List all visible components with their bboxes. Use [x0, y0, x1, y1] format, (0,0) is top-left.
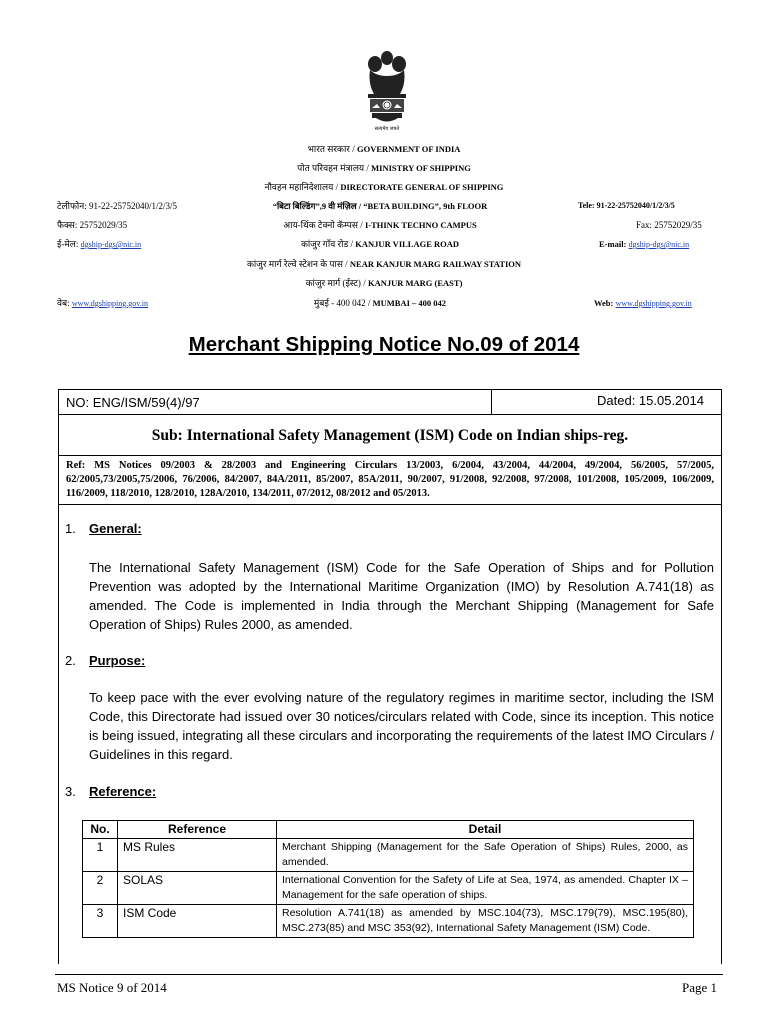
table-row [83, 872, 694, 905]
column-header-no: No. [83, 821, 118, 839]
section-number: 3. [65, 784, 76, 799]
web-link-right[interactable]: www.dgshipping.gov.in [615, 299, 692, 308]
row-detail: Resolution A.741(18) as amended by MSC.104(73), MSC.179(79), MSC.195(80), MSC.273(85) and MSC 353(92), International Safety Management (ISM) Code. [277, 905, 694, 938]
header-village-road: कांजुर गाँव रोड / KANJUR VILLAGE ROAD [300, 239, 460, 249]
header-building: “बिटा बिल्डिंग”,9 वी मंज़िल / “BETA BUILDING”, 9th FLOOR [272, 201, 488, 211]
left-border [58, 504, 59, 964]
row-number: 1 [83, 839, 118, 872]
header-phone-english: Tele: 91-22-25752040/1/2/3/5 [578, 201, 675, 210]
email-link-left[interactable]: dgship-dgs@nic.in [80, 240, 142, 249]
header-railway-station: कांजुर मार्ग रेल्वे स्टेशन के पास / NEAR KANJUR MARG RAILWAY STATION [246, 259, 522, 269]
footer-rule [55, 974, 723, 975]
header-ministry: पोत परिवहन मंत्रालय / MINISTRY OF SHIPPING [297, 163, 471, 173]
header-directorate: नौवहन महानिदेशालय / DIRECTORATE GENERAL OF SHIPPING [264, 182, 504, 192]
header-village-road-hindi: कांजुर गाँव रोड [300, 239, 349, 249]
header-email-english-label: E-mail: [599, 239, 627, 249]
emblem-motto: सत्यमेव जयते [374, 126, 400, 132]
row-reference: MS Rules [118, 839, 277, 872]
notice-date: Dated: 15.05.2014 [597, 393, 704, 408]
header-mumbai-hindi: मुंबई - 400 042 [313, 298, 366, 308]
section-number: 2. [65, 653, 76, 668]
header-email-hindi [57, 238, 141, 251]
section-title: General: [89, 521, 142, 536]
header-village-road-english: KANJUR VILLAGE ROAD [355, 239, 460, 249]
header-fax-hindi: फैक्स: 25752029/35 [57, 220, 128, 230]
row-reference: ISM Code [118, 905, 277, 938]
column-header-reference: Reference [118, 821, 277, 839]
header-email-english [599, 238, 689, 251]
header-mumbai-english: MUMBAI – 400 042 [372, 298, 447, 308]
header-web-hindi [57, 297, 148, 310]
table-header-row [83, 821, 694, 839]
section-text-purpose: To keep pace with the ever evolving nature of the regulatory regimes in maritime sector, including the ISM Code, this Directorate had issued over 30 notices/circulars related with Code, since its inception. This notice is being issued, integrating all these circulars and incorporating the requirements of the latest IMO Circulars / Guidelines in this regard. [89, 690, 714, 762]
notice-number-box [58, 389, 722, 415]
header-government-hindi: भारत सरकार [307, 144, 350, 154]
section-title: Reference: [89, 784, 157, 799]
notice-number: NO: ENG/ISM/59(4)/97 [66, 395, 200, 410]
lion-capital-icon [358, 46, 416, 126]
header-fax-english: Fax: 25752029/35 [636, 220, 702, 230]
header-campus-english: I-THINK TECHNO CAMPUS [364, 220, 477, 230]
section-text-general: The International Safety Management (ISM) Code for the Safe Operation of Ships and for Pollution Prevention was adopted by the International Maritime Organization (IMO) by Resolution A.741(18) as amended. The Code is implemented in India through the Merchant Shipping (Management for Safe Operation of Ships) Rules 2000, as amended. [89, 560, 714, 632]
notice-title: Merchant Shipping Notice No.09 of 2014 [188, 333, 580, 356]
header-campus: आय-थिंक टेक्नो कॅम्पस / I-THINK TECHNO CAMPUS [283, 220, 477, 230]
row-number: 2 [83, 872, 118, 905]
header-email-hindi-label: ई-मेल: [57, 239, 79, 249]
header-web-hindi-label: वेब: [57, 298, 70, 308]
header-ministry-english: MINISTRY OF SHIPPING [371, 163, 471, 173]
row-number: 3 [83, 905, 118, 938]
column-header-detail: Detail [277, 821, 694, 839]
header-government-english: GOVERNMENT OF INDIA [357, 144, 461, 154]
header-mumbai: मुंबई - 400 042 / MUMBAI – 400 042 [313, 298, 447, 308]
reference-box [58, 455, 722, 505]
subject-box [58, 414, 722, 456]
header-web-english [594, 297, 692, 310]
header-phone-hindi: टेलीफोन: 91-22-25752040/1/2/3/5 [57, 201, 177, 211]
web-link-left[interactable]: www.dgshipping.gov.in [71, 299, 148, 308]
header-ministry-hindi: पोत परिवहन मंत्रालय [297, 163, 365, 173]
row-detail: Merchant Shipping (Management for the Safe Operation of Ships) Rules, 2000, as amended. [277, 839, 694, 872]
section-title: Purpose: [89, 653, 146, 668]
table-row [83, 839, 694, 872]
header-railway-station-hindi: कांजुर मार्ग रेल्वे स्टेशन के पास [246, 259, 343, 269]
row-detail: International Convention for the Safety of Life at Sea, 1974, as amended. Chapter IX – Management for the safe operation of ships. [277, 872, 694, 905]
table-row [83, 905, 694, 938]
reference-table [82, 820, 694, 938]
header-campus-hindi: आय-थिंक टेक्नो कॅम्पस [283, 220, 358, 230]
header-directorate-english: DIRECTORATE GENERAL OF SHIPPING [340, 182, 504, 192]
section-number: 1. [65, 521, 76, 536]
notice-subject: Sub: International Safety Management (ISM) Code on Indian ships-reg. [151, 427, 629, 444]
header-web-english-label: Web: [594, 298, 614, 308]
header-directorate-hindi: नौवहन महानिदेशालय [264, 182, 334, 192]
email-link-right[interactable]: dgship-dgs@nic.in [628, 240, 690, 249]
footer-notice-name: MS Notice 9 of 2014 [57, 980, 167, 995]
box-divider [491, 390, 492, 415]
national-emblem [358, 46, 416, 132]
header-kanjur-east: कांजुर मार्ग (ईस्ट) / KANJUR MARG (EAST) [305, 278, 463, 288]
header-railway-station-english: NEAR KANJUR MARG RAILWAY STATION [349, 259, 522, 269]
header-kanjur-east-hindi: कांजुर मार्ग (ईस्ट) [305, 278, 361, 288]
right-border [721, 504, 722, 964]
notice-reference: Ref: MS Notices 09/2003 & 28/2003 and Engineering Circulars 13/2003, 6/2004, 43/2004, 44/2004, 49/2004, 56/2005, 57/2005, 62/2005,73/2005,75/2006, 76/2006, 84/2007, 84A/2011, 85/2007, 85A/2011, 90/2007, 91/2008, 92/2008, 97/2008, 101/2008, 105/2009, 106/2009, 116/2009, 118/2010, 128/2010, 128A/2010, 134/2011, 07/2012, 08/2012 and 05/2013. [66, 460, 714, 499]
row-reference: SOLAS [118, 872, 277, 905]
header-government: भारत सरकार / GOVERNMENT OF INDIA [307, 144, 461, 154]
header-kanjur-east-english: KANJUR MARG (EAST) [367, 278, 463, 288]
footer-page-number: Page 1 [682, 980, 718, 995]
